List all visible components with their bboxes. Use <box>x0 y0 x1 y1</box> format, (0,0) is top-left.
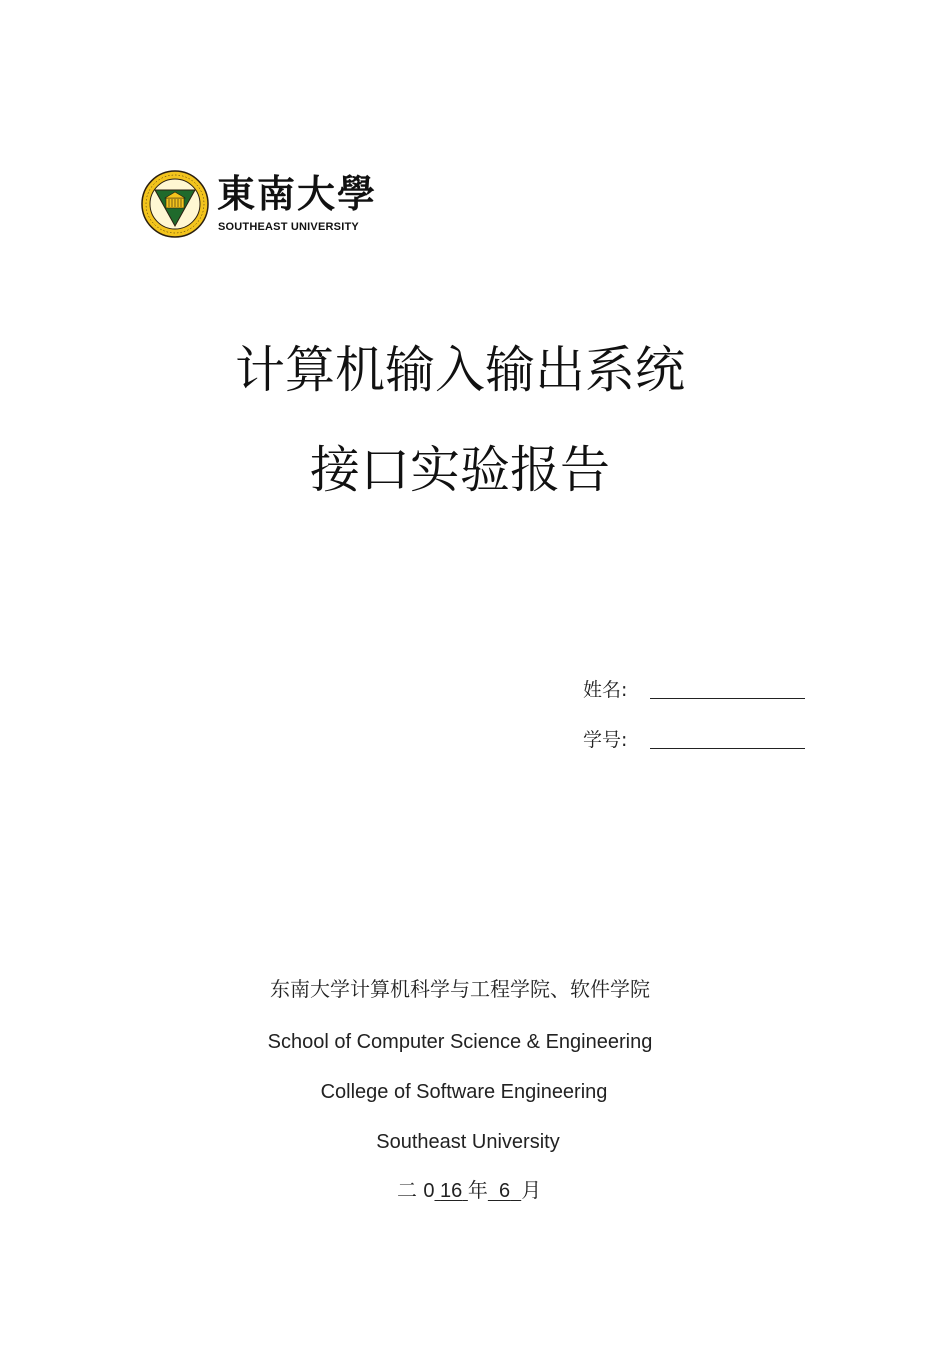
logo-chinese-name: 東南大學 <box>217 171 378 216</box>
student-id-field <box>583 726 823 754</box>
report-date <box>397 1175 541 1206</box>
date-year-char: 年 <box>467 1178 488 1202</box>
name-blank-line <box>650 698 805 699</box>
university-emblem-icon <box>141 170 209 238</box>
name-field <box>583 676 823 704</box>
student-id-blank-line <box>650 748 805 749</box>
school-name-english: School of Computer Science & Engineering <box>267 1031 653 1053</box>
date-year-rest-value: 16 <box>440 1180 463 1202</box>
college-name-english: College of Software Engineering <box>320 1081 608 1103</box>
date-month-char: 月 <box>521 1178 542 1202</box>
university-name-english: Southeast University <box>376 1131 560 1153</box>
university-logo <box>141 170 378 238</box>
date-year-digit: 0 <box>423 1180 435 1202</box>
student-id-label: 学号: <box>583 729 628 751</box>
report-title-line-2: 接口实验报告 <box>310 441 610 499</box>
date-month <box>488 1180 521 1202</box>
logo-english-name: SOUTHEAST UNIVERSITY <box>218 221 359 233</box>
report-title-line-1: 计算机输入输出系统 <box>235 341 685 399</box>
date-month-value: 6 <box>498 1180 511 1202</box>
school-name-chinese: 东南大学计算机科学与工程学院、软件学院 <box>270 977 650 1001</box>
date-year-rest <box>434 1180 467 1202</box>
name-label: 姓名: <box>583 679 628 701</box>
date-prefix: 二 <box>397 1178 417 1202</box>
